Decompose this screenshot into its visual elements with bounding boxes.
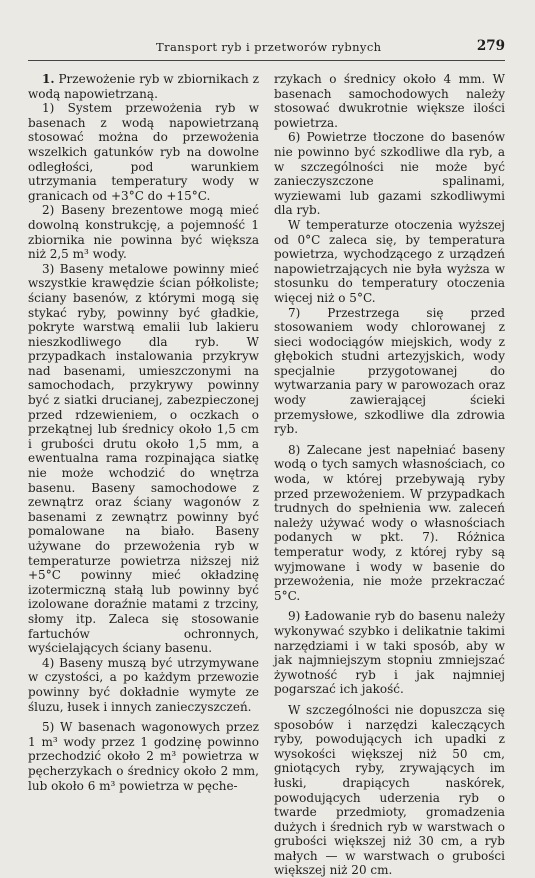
paragraph: 4) Baseny muszą być utrzymywane w czystości, a po każdym przewozie powinny być dokładnie wymyte ze śluzu, łusek i innych zanieczyszczeń. (28, 655, 259, 714)
paragraph: 3) Baseny metalowe powinny mieć wszystkie krawędzie ścian półkoliste; ściany basenów, z którymi mogą się stykać ryby, powinny być gładkie, pokryte warstwą emalii lub lakieru nieszkodliwego dla ryb. W przypadkach instalowania przykryw nad basenami, umieszczonymi na samochodach, przykrywy powinny być z siatki drucianej, zabezpieczonej przed rdzewieniem, o oczkach o przekątnej lub średnicy około 1,5 cm i grubości drutu około 1,5 mm, a ewentualna rama rozpinająca siatkę nie może wchodzić do wnętrza basenu. Baseny samochodowe z zewnątrz oraz ściany wagonów z basenami z zewnątrz powinny być pomalowane na biało. Baseny używane do przewożenia ryb w temperaturze powietrza niższej niż +5°C powinny mieć okładzinę izotermiczną stałą lub powinny być izolowane doraźnie matami z trzciny, słomy itp. Zaleca się stosowanie fartuchów ochronnych, wyścielających ściany basenu. (28, 261, 259, 656)
left-column (28, 72, 259, 878)
running-title: Transport ryb i przetworów rybnych (156, 40, 382, 54)
paragraph: 7) Przestrzega się przed stosowaniem wody chlorowanej z sieci wodociągów miejskich, wody z głębokich studni artezyjskich, wody specjalnie przygotowanej do wytwarzania pary w parowozach oraz wody zawierającej ścieki przemysłowe, szkodliwe dla zdrowia ryb. (274, 305, 505, 437)
section-heading (28, 72, 259, 101)
paragraph: W szczególności nie dopuszcza się sposobów i narzędzi kaleczących ryby, powodujących ich upadki z wysokości większej niż 50 cm, gniotących ryby, zrywających im łuski, drapiących naskórek, powodujących uderzenia ryb o twarde przedmioty, gromadzenia dużych i średnich ryb w warstwach o grubości większej niż 30 cm, a ryb małych — w warstwach o grubości większej niż 20 cm. (274, 702, 505, 878)
running-header (28, 40, 505, 60)
paragraph: W temperaturze otoczenia wyższej od 0°C zaleca się, by temperatura powietrza, wychodzącego z urządzeń napowietrzających nie była wyższa w stosunku do temperatury otoczenia więcej niż o 5°C. (274, 217, 505, 305)
paragraph: 6) Powietrze tłoczone do basenów nie powinno być szkodliwe dla ryb, a w szczególności nie może być zanieczyszczone spalinami, wyziewami lub gazami szkodliwymi dla ryb. (274, 130, 505, 218)
text-columns (28, 72, 505, 878)
section-heading-text: Przewożenie ryb w zbiornikach z wodą napowietrzaną. (28, 72, 259, 101)
paragraph: 5) W basenach wagonowych przez 1 m³ wody przez 1 godzinę powinno przechodzić około 2 m³ powietrza w pęcherzykach o średnicy około 2 mm, lub około 6 m³ powietrza w pęche- (28, 720, 259, 793)
section-number: 1. (42, 72, 55, 86)
paragraph: 1) System przewożenia ryb w basenach z wodą napowietrzaną stosować można do przewożenia wszelkich gatunków ryb na dowolne odległości, pod warunkiem utrzymania temperatury wody w granicach od +3°C do +15°C. (28, 101, 259, 203)
right-column (274, 72, 505, 878)
paragraph: rzykach o średnicy około 4 mm. W basenach samochodowych należy stosować dwukrotnie większe ilości powietrza. (274, 72, 505, 130)
paragraph: 2) Baseny brezentowe mogą mieć dowolną konstrukcję, a pojemność 1 zbiornika nie powinna być większa niż 2,5 m³ wody. (28, 203, 259, 262)
paragraph: 9) Ładowanie ryb do basenu należy wykonywać szybko i delikatnie takimi narzędziami i w taki sposób, aby w jak najmniejszym stopniu zmniejszać żywotność ryb i jak najmniej pogarszać ich jakość. (274, 609, 505, 697)
header-rule (28, 60, 505, 61)
paragraph: 8) Zalecane jest napełniać baseny wodą o tych samych własnościach, co woda, w której przebywają ryby przed przewożeniem. W przypadkach trudnych do spełnienia ww. zaleceń należy używać wody o własnościach podanych w pkt. 7). Różnica temperatur wody, z której ryby są wyjmowane i wody w basenie do przewożenia, nie może przekraczać 5°C. (274, 442, 505, 603)
page-number: 279 (476, 38, 505, 54)
